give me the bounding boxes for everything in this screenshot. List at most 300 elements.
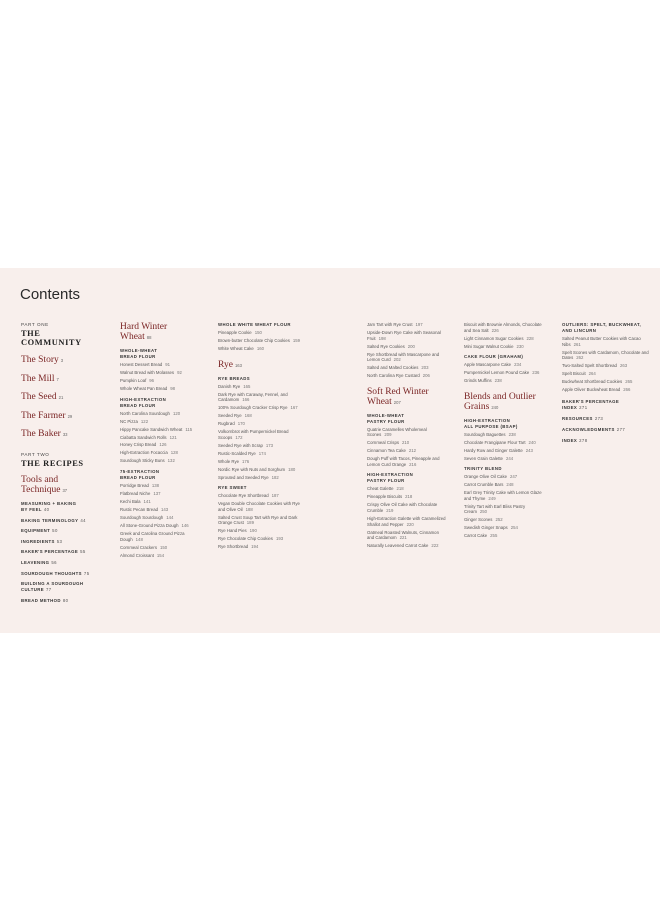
toc-entry[interactable] [120,458,208,464]
toc-entry[interactable] [464,370,548,376]
toc-entry[interactable] [562,387,650,393]
toc-entry-title: Volkornbrot with Pumpernickel Bread Scoops [218,429,289,440]
toc-entry-title: Naturally Leavened Carrot Cake [367,543,429,549]
toc-entry-title: Salted and Malted Cookies [367,365,419,371]
toc-entry-title: Spelt Biscuit [562,371,586,377]
toc-entry-title: Cornmeal Crackers [120,544,158,550]
toc-entry-title: Hardy Row and Ginger Galette [464,447,523,453]
toc-entry-title: Dark Rye with Caraway, Fennel, and Cardamom [218,391,288,403]
toc-entry-title: Ginger Scones [464,517,493,523]
contents-spread [0,268,660,633]
column-part-one [21,322,103,608]
toc-entry-page: 92 [177,369,182,375]
subsection-heading: HIGH-EXTRACTION [464,417,511,423]
page-title: Contents [20,286,81,303]
toc-entry[interactable] [464,344,548,350]
section-heading[interactable]: Technique 37 [21,485,68,495]
toc-entry-page: 202 [393,357,401,363]
toc-entry-page: 203 [421,365,429,371]
section-heading[interactable]: Soft Red Winter [367,386,429,397]
toc-chapter-title: INGREDIENTS 53 [21,538,63,544]
toc-entry[interactable] [367,330,447,341]
toc-entry-page: 230 [516,343,524,349]
toc-entry-page: 278 [579,437,588,443]
toc-entry-title: High-Extraction Focaccia [120,450,168,456]
toc-entry-title: Two-Salted Spelt Shortbread [562,363,617,369]
toc-entry-page: 250 [479,509,488,515]
toc-entry-title: North Carolina Sourdough [120,410,170,416]
toc-entry-page: 255 [490,533,498,539]
toc-entry[interactable] [218,413,308,419]
toc-entry[interactable] [367,344,447,350]
toc-chapter-entry[interactable] [562,416,650,422]
toc-entry-page: 115 [185,426,193,432]
toc-entry[interactable] [120,507,208,513]
toc-entry[interactable] [464,432,548,438]
toc-entry[interactable] [218,528,308,534]
toc-entry[interactable] [464,362,548,368]
toc-entry[interactable] [120,515,208,521]
subsection-heading: WHOLE-WHEAT [120,348,158,353]
toc-entry-title: Porridge Bread [120,483,149,489]
toc-entry-page: 243 [525,447,533,453]
toc-entry[interactable] [562,379,650,385]
toc-entry[interactable] [218,346,308,352]
toc-entry-title: Nordic Rye with Nuts and Sorghum [218,466,286,472]
toc-entry[interactable] [464,533,548,539]
toc-entry-page: 141 [143,499,151,505]
toc-entry-page: 218 [396,486,404,492]
toc-entry-title: Sourdough Baguettes [464,431,506,437]
toc-entry[interactable]: The Seed 21 [21,392,64,402]
toc-entry-page: 121 [169,434,177,440]
toc-chapter-entry[interactable] [21,560,103,566]
toc-entry-title: Honest Dessert Bread [120,362,163,367]
toc-entry-title: Oatmeal Roasted Walnuts, Cinnamon and Cardamom [367,529,439,541]
toc-entry-title: Upside-Down Rye Cake with Seasonal Fruit [367,329,441,341]
toc-entry-page: 138 [151,483,160,489]
toc-entry[interactable] [120,523,208,529]
toc-entry-title: Orange Olive Oil Cake [464,474,507,480]
toc-entry[interactable] [120,419,208,425]
toc-entry[interactable]: The Mill 7 [21,373,59,384]
toc-entry-title: Pumpkin Loaf [120,377,147,383]
subsection-heading: PASTRY FLOUR [367,478,405,484]
toc-entry-page: 154 [156,552,165,558]
toc-entry[interactable] [464,504,548,515]
toc-entry-title: Brown-butter Chocolate Chip Cookies [218,337,290,343]
toc-entry-page: 220 [406,521,414,527]
toc-entry[interactable] [367,530,447,541]
toc-entry-page: 206 [422,373,430,379]
toc-entry[interactable] [464,440,548,446]
toc-entry[interactable] [120,442,208,448]
toc-entry-page: 261 [573,341,581,347]
toc-entry-title: Walnut Bread with Molasses [120,369,175,375]
toc-entry-page: 159 [292,337,301,343]
toc-entry-page: 40 [43,507,50,512]
toc-entry-page: 263 [619,363,628,369]
subsection-heading: RYE BREADS [218,375,251,381]
toc-entry-title: Quatrie Caramelles Wholemeal Scones [367,426,427,438]
toc-entry-page: 236 [532,370,540,376]
toc-entry-title: Kechi Bala [120,499,141,505]
toc-entry-title: Salted Rye Cookies [367,343,405,349]
toc-entry-page: 238 [508,431,516,437]
toc-entry[interactable] [218,429,308,440]
toc-entry[interactable] [218,467,308,473]
toc-chapter-entry[interactable] [562,438,650,444]
toc-entry[interactable] [367,486,447,492]
toc-entry[interactable] [367,543,447,549]
subsection-heading: PASTRY FLOUR [367,418,405,424]
section-heading[interactable]: Grains 240 [464,401,499,412]
section-heading[interactable]: Wheat 207 [367,396,401,407]
toc-entry[interactable] [562,336,650,347]
section-heading[interactable]: Tools and [21,475,59,485]
column-outliers-back-matter [562,322,650,449]
toc-entry-title: Danish Rye [218,383,241,389]
toc-entry[interactable] [367,352,447,363]
toc-entry[interactable] [367,440,447,446]
toc-entry-title: Seven Grain Galette [464,455,503,461]
toc-entry-page: 247 [510,474,518,480]
toc-entry-title: Salted Peanut Butter Cookies with Cacao Nibs [562,336,641,347]
toc-entry-page: 44 [80,517,86,523]
toc-entry-title: Apple Mascarpone Cake [464,362,512,368]
subsection-heading: HIGH-EXTRACTION [367,472,414,478]
toc-entry-title: Ciabatta Sandwich Rolls [120,434,167,440]
toc-entry-title: Rustic Pecan Bread [120,507,158,512]
toc-entry[interactable] [464,525,548,531]
toc-entry-page: 210 [402,440,410,446]
toc-entry-title: White Wheat Cake [218,345,254,351]
toc-entry-page: 216 [409,461,417,467]
subsection-heading: BREAD FLOUR [120,475,156,481]
column-blends-outlier-grains [464,322,548,541]
toc-entry-title: Flatbread Niche [120,491,151,497]
toc-entry[interactable] [218,515,308,526]
toc-entry[interactable] [120,553,208,559]
toc-entry[interactable] [464,456,548,462]
toc-entry[interactable] [218,451,308,457]
toc-entry-title: Vegan Double Chocolate Cookies with Rye and Olive Oil [218,501,300,512]
toc-entry[interactable] [120,427,208,433]
toc-entry[interactable] [367,365,447,371]
toc-entry-page: 234 [514,362,522,368]
part-label: PART ONE [21,322,49,327]
toc-entry-page: 188 [245,506,253,512]
toc-entry-page: 228 [526,335,534,341]
toc-entry[interactable] [218,392,308,403]
toc-entry[interactable] [562,350,650,361]
toc-entry[interactable] [120,370,208,376]
toc-entry[interactable] [367,502,447,513]
toc-entry[interactable] [120,499,208,505]
subsection-heading: WHOLE WHITE WHEAT FLOUR [218,322,291,327]
toc-entry-page: 75 [83,570,90,576]
toc-chapter-title: INDEX 278 [562,437,588,443]
toc-entry[interactable] [218,475,308,481]
section-heading[interactable]: Hard Winter [120,322,168,332]
toc-entry-title: Swedish Ginger Snaps [464,525,508,531]
part-label: PART TWO [21,452,50,457]
toc-entry-title: Carrot Crumble Bars [464,482,504,488]
toc-entry-title: Earl Grey Trinity Cake with Lemon Glaze and Thyme [464,490,542,501]
toc-entry[interactable] [218,330,308,336]
toc-chapter-title: LEAVENING 56 [21,559,57,565]
toc-entry[interactable] [120,362,208,368]
part-name: THE RECIPES [21,459,84,468]
section-heading[interactable]: Blends and Outlier [464,391,536,402]
toc-entry[interactable] [120,386,208,392]
toc-entry-page: 221 [399,535,407,541]
toc-chapter-entry[interactable] [21,501,103,513]
toc-entry-page: 240 [528,439,536,445]
toc-entry-title: Mini Sugar Walnut Cookie [464,343,514,349]
toc-chapter-title: RESOURCES 273 [562,415,604,421]
toc-entry-page: 222 [431,543,439,549]
toc-chapter-entry[interactable] [21,598,103,604]
toc-entry[interactable] [218,536,308,542]
toc-entry[interactable] [464,448,548,454]
toc-entry-title: Whole Wheat Pan Bread [120,385,168,391]
toc-entry[interactable] [464,378,548,384]
subsection-heading: ALL PURPOSE (BSAP) [464,423,518,429]
toc-entry[interactable] [120,545,208,551]
toc-entry-page: 209 [384,432,392,438]
subsection-heading: OUTLIERS: SPELT, BUCKWHEAT, [562,322,642,327]
toc-entry-page: 194 [251,544,259,550]
toc-entry[interactable] [120,435,208,441]
toc-chapter-entry[interactable] [562,427,650,433]
toc-entry[interactable] [218,443,308,449]
toc-chapter-entry[interactable] [21,549,103,555]
section-heading[interactable]: Wheat 88 [120,332,152,342]
column-soft-red-winter-wheat [367,322,447,551]
subsection-heading: CAKE FLOUR (GRAHAM) [464,354,524,360]
toc-entry-page: 200 [407,343,415,349]
toc-entry-page: 150 [254,330,262,335]
toc-chapter-title-line2: INDEX 271 [562,404,588,410]
toc-entry-page: 271 [579,404,588,410]
toc-entry-title: Hippy Pancake Sandwich Wheat [120,426,183,432]
toc-entry[interactable] [120,378,208,384]
toc-chapter-title: BAKER'S PERCENTAGE [562,398,620,404]
toc-entry-title: Dough Puff with Tacos, Pineapple and Lemon Curd Orange [367,456,440,467]
toc-entry-title: Almond Croissant [120,552,154,558]
toc-entry[interactable] [120,491,208,497]
column-white-wheat-rye [218,322,308,552]
toc-entry-page: 249 [488,495,496,501]
toc-entry-page: 218 [405,494,413,500]
toc-entry-page: 244 [505,455,514,461]
toc-entry-page: 262 [576,355,584,361]
toc-entry-title: Salted Crust Soup Tart with Rye and Dark Orange Crust [218,514,298,526]
toc-entry[interactable]: The Farmer 29 [21,410,73,421]
subsection-heading: BREAD FLOUR [120,402,156,408]
toc-entry[interactable] [367,322,447,328]
toc-entry-page: 173 [265,442,274,448]
toc-entry-page: 50 [52,528,58,534]
subsection-heading: 75-EXTRACTION [120,469,160,475]
toc-entry-title: Greek and Carolina Ground Pizza Dough [120,530,185,542]
toc-entry-title: Spelt Scones with Cardamom, Chocolate and Dates [562,349,649,361]
toc-entry[interactable] [218,501,308,512]
toc-entry[interactable] [464,482,548,488]
toc-entry-page: 132 [167,458,175,464]
toc-entry-page: 143 [160,507,169,512]
toc-entry-page: 190 [249,528,257,534]
toc-entry-title: Cornmeal Crisps [367,440,399,446]
toc-entry-title: Chocolate Frangipane Flour Tart [464,439,526,445]
toc-entry[interactable] [218,459,308,465]
toc-entry-title: Chocolate Rye Shortbread [218,493,269,499]
toc-entry-title: Pumpernickel Lemon Pound Cake [464,370,530,376]
toc-entry-page: 150 [160,544,168,550]
toc-entry-page: 265 [625,379,633,385]
toc-entry[interactable] [218,338,308,344]
subsection-heading: HIGH-EXTRACTION [120,396,167,402]
toc-entry-title: Grinds Muffins [464,378,492,384]
toc-entry-title: Honey Crisp Bread [120,442,157,448]
toc-entry-page: 126 [159,442,167,448]
toc-entry-title: Jam Tart with Rye Crust [367,322,413,327]
toc-chapter-title: BAKER'S PERCENTAGE 55 [21,549,86,555]
toc-entry-page: 165 [243,383,251,389]
toc-entry-title: Buckwheat Shortbread Cookies [562,379,623,385]
toc-entry[interactable] [218,405,308,411]
toc-entry[interactable] [367,494,447,500]
toc-chapter-entry[interactable] [21,528,103,534]
toc-entry-page: 254 [510,525,518,531]
subsection-heading: AND LINCURN [562,328,597,333]
toc-entry-title: Rye Hand Pies [218,528,247,534]
toc-entry[interactable] [120,531,208,542]
toc-entry-page: 273 [594,415,604,421]
toc-chapter-title: BAKING TERMINOLOGY 44 [21,517,86,523]
toc-chapter-title: EQUIPMENT 50 [21,528,58,534]
toc-entry-page: 167 [290,405,298,411]
toc-entry-page: 248 [506,482,514,488]
toc-entry[interactable] [367,448,447,454]
toc-entry-title: Rugbrød [218,421,235,427]
toc-entry-title: Carrot Cake [464,533,488,539]
toc-entry[interactable] [367,516,447,527]
toc-entry-page: 172 [235,434,243,440]
toc-entry[interactable] [464,322,548,333]
toc-entry-page: 122 [140,418,149,424]
toc-entry[interactable] [464,517,548,523]
toc-entry[interactable]: The Baker 33 [21,429,68,439]
toc-chapter-entry[interactable] [21,518,103,524]
toc-entry-title: Biscuit with Brownie Almonds, Chocolate and Sea Salt [464,322,542,333]
toc-entry-title: Rustic-Scalded Rye [218,450,256,456]
toc-chapter-entry[interactable] [21,539,103,545]
toc-entry-title: Pineapple Cookie [218,330,252,335]
toc-entry-title: Trinity Tart with Earl Bliss Pastry Cream [464,503,526,515]
toc-entry[interactable] [218,544,308,550]
toc-entry-page: 226 [491,327,499,333]
toc-entry-title: Rye Chocolate Chip Cookies [218,536,273,542]
toc-entry-page: 252 [495,517,503,523]
toc-entry-title: Seeded Rye with Scrap [218,442,263,448]
toc-entry-page: 198 [378,335,386,341]
toc-chapter-entry[interactable] [562,399,650,411]
toc-entry-page: 212 [408,448,417,454]
toc-chapter-title: BREAD METHOD 80 [21,597,69,603]
toc-entry-page: 160 [256,345,264,351]
subsection-heading: BREAD FLOUR [120,354,156,359]
toc-entry[interactable] [218,421,308,427]
toc-entry-page: 148 [135,536,143,542]
toc-entry-title: All Stone-Ground Pizza Dough [120,522,179,528]
toc-entry-page: 55 [80,549,86,555]
toc-entry[interactable] [120,411,208,417]
toc-entry-page: 56 [51,559,57,565]
toc-entry[interactable] [367,373,447,379]
toc-entry-page: 264 [588,371,596,377]
toc-entry-page: 197 [415,322,423,327]
toc-entry-page: 96 [149,377,155,383]
toc-entry-page: 120 [172,410,181,416]
toc-entry-page: 187 [271,493,279,499]
toc-chapter-entry[interactable] [21,571,103,577]
toc-chapter-entry[interactable] [21,581,103,593]
toc-entry[interactable] [120,450,208,456]
toc-entry-page: 277 [616,426,626,432]
toc-entry-page: 91 [165,362,171,367]
toc-entry[interactable] [367,456,447,467]
toc-entry[interactable] [464,474,548,480]
toc-entry-page: 176 [242,458,250,464]
toc-entry-title: Light Cinnamon Sugar Cookies [464,335,524,341]
toc-entry-page: 180 [288,466,296,472]
toc-entry-page: 168 [244,413,252,419]
toc-entry-title: Sprouted and Seeded Rye [218,474,269,480]
toc-entry[interactable] [562,363,650,369]
toc-entry[interactable] [218,384,308,390]
toc-entry-page: 238 [494,378,502,384]
subsection-heading: TRINITY BLEND [464,466,502,472]
toc-entry-page: 166 [242,397,250,403]
toc-entry-title: Crispy Olive Oil Cake with Chocolate Crumble [367,502,438,513]
toc-entry[interactable] [120,483,208,489]
toc-entry-page: 137 [153,491,161,497]
toc-entry-title: Cinnamon Tea Cake [367,448,406,454]
toc-entry-page: 128 [170,450,178,456]
toc-entry[interactable] [464,490,548,501]
toc-entry-title: Pineapple Biscuits [367,494,403,500]
toc-entry-title: Apple Oliver Buckwheat Bread [562,387,621,393]
toc-entry-title: Rye Shortbread [218,544,249,550]
toc-entry-title: Seeded Rye [218,413,242,419]
toc-entry-title: Whole Rye [218,458,240,464]
toc-entry[interactable]: The Story 3 [21,355,64,365]
toc-entry[interactable] [464,336,548,342]
toc-entry-title: High-Extraction Galette with Caramelized Shallot and Pepper [367,515,446,527]
toc-entry-title: 100% Sourdough Cracker Crisp Rye [218,405,288,411]
toc-entry-page: 144 [166,514,174,520]
toc-entry-page: 182 [271,474,279,480]
section-heading[interactable]: Rye 163 [218,359,242,370]
toc-entry[interactable] [562,371,650,377]
toc-entry[interactable] [218,493,308,499]
toc-entry-page: 266 [623,387,631,393]
toc-chapter-title: SOURDOUGH THOUGHTS 75 [21,570,90,576]
toc-entry-page: 219 [386,508,394,513]
toc-entry[interactable] [367,427,447,438]
